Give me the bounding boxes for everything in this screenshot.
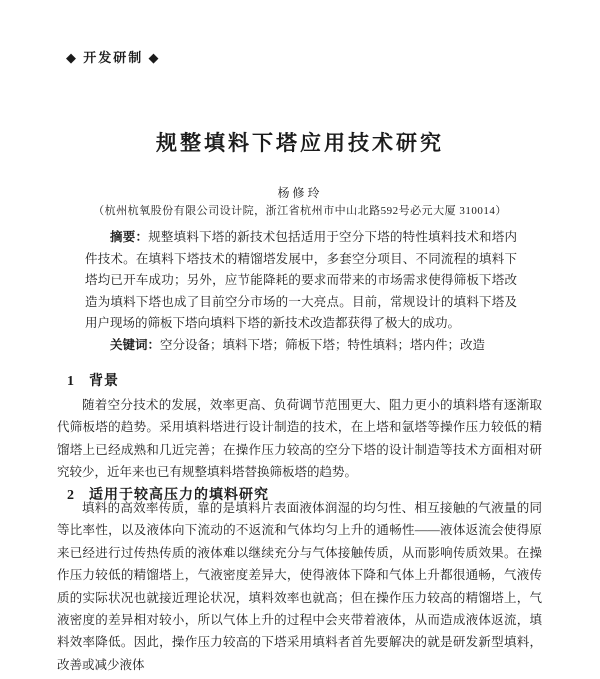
author-affiliation: （杭州杭氧股份有限公司设计院，浙江省杭州市中山北路592号必元大厦 310014） bbox=[93, 205, 507, 217]
section-2-number: 2 bbox=[67, 488, 75, 503]
section-2-title: 适用于较高压力的填料研究 bbox=[89, 488, 269, 503]
section-2-body: 填料的高效率传质，靠的是填料片表面液体润湿的均匀性、相互接触的气液量的同等比率性，以及液体向下流动的不返流和气体均匀上升的通畅性——液体返流会使得原来已经进行过传热传质的液体难以继续充分与气体接触传质，从而影响传质效果。在操作压力较低的精馏塔上，气液密度差异大，使得液体下降和气体上升都很通畅，气液传质的实际状况也就接近理论状况，填料效率也就高；但在操作压力较高的精馏塔上，气液密度的差异相对较小，所以气体上升的过程中会夹带着液体，从而造成液体返流，填料效率降低。因此，操作压力较高的下塔采用填料者首先要解决的就是研发新型填料，改善或减少液体 bbox=[57, 501, 542, 672]
keywords-line bbox=[85, 335, 517, 356]
section-1-heading bbox=[67, 370, 119, 390]
author-name: 杨修玲 bbox=[277, 186, 323, 200]
abstract-label: 摘要： bbox=[110, 230, 149, 244]
paper-title: 规整填料下塔应用技术研究 bbox=[156, 131, 444, 155]
abstract-paragraph bbox=[85, 227, 517, 335]
keywords-label: 关键词： bbox=[110, 338, 161, 352]
section-1-body: 随着空分技术的发展，效率更高、负荷调节范围更大、阻力更小的填料塔有逐渐取代筛板塔的趋势。采用填料塔进行设计制造的技术，在上塔和氩塔等操作压力较低的精馏塔上已经成熟和几近完善；在操作压力较高的空分下塔的设计制造等技术方面相对研究较少，近年来也已有规整填料塔替换筛板塔的趋势。 bbox=[57, 398, 542, 480]
keywords-text: 空分设备；填料下塔；筛板下塔；特性填料；塔内件；改造 bbox=[160, 338, 486, 352]
column-section-tag: ◆ 开发研制 ◆ bbox=[66, 50, 161, 65]
section-1-number: 1 bbox=[67, 374, 75, 389]
abstract-text: 规整填料下塔的新技术包括适用于空分下塔的特性填料技术和塔内件技术。在填料下塔技术的精馏塔发展中，多套空分项目、不同流程的填料下塔均已开车成功；另外，应节能降耗的要求而带来的市场需求使得筛板下塔改造为填料下塔也成了目前空分市场的一大亮点。目前，常规设计的填料下塔及用户现场的筛板下塔向填料下塔的新技术改造都获得了极大的成功。 bbox=[85, 230, 517, 330]
section-1-title: 背景 bbox=[89, 374, 119, 389]
